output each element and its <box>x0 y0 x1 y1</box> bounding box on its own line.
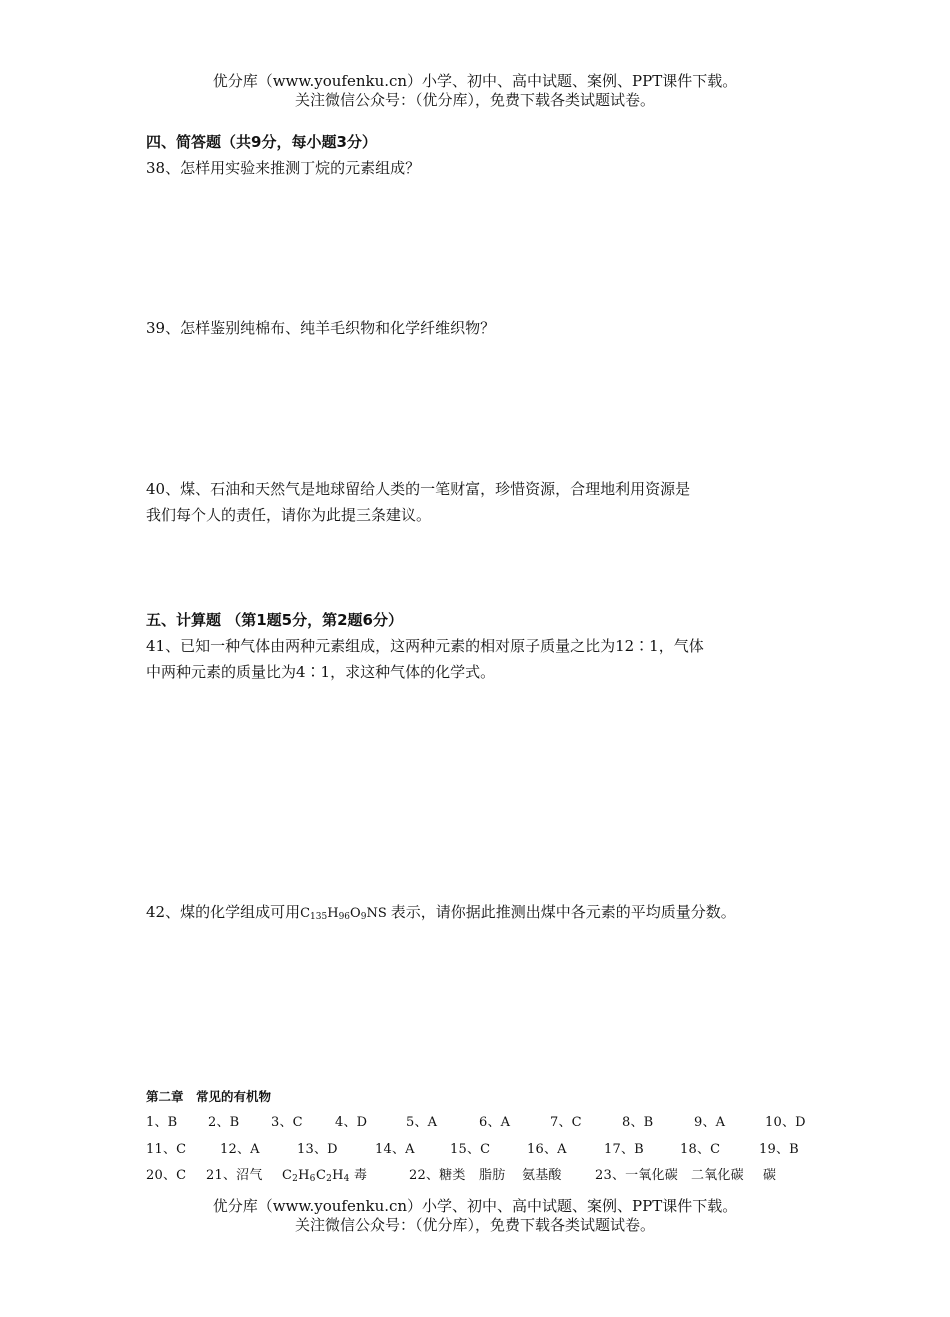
question-40-line-2: 我们每个人的责任，请你为此提三条建议。 <box>146 506 432 524</box>
answer-item: 7、C <box>550 1115 582 1130</box>
answer-item: 4、D <box>335 1115 368 1130</box>
answer-row-2 <box>146 1141 799 1159</box>
answer-item: 10、D <box>765 1115 806 1130</box>
answer-item: 毒 <box>354 1168 368 1183</box>
question-40-line-1: 40、煤、石油和天然气是地球留给人类的一笔财富，珍惜资源，合理地利用资源是 <box>146 480 691 498</box>
answer-item: 脂肪 <box>479 1168 506 1183</box>
answer-item: 氨基酸 <box>522 1168 562 1183</box>
answer-item: 19、B <box>759 1142 799 1157</box>
answer-item: 2、B <box>208 1115 240 1130</box>
answer-item: 18、C <box>680 1142 721 1157</box>
formula-coal: $C_{135}H_{96}O_9NS$ <box>300 906 387 922</box>
footer-line-2: 关注微信公众号：（优分库），免费下载各类试题试卷。 <box>294 1216 655 1234</box>
chapter-title: 第二章 常见的有机物 <box>146 1089 272 1104</box>
answer-row-3 <box>146 1167 776 1185</box>
formula-ethane: $C_2H_6$ <box>282 1168 316 1184</box>
answer-item: 20、C <box>146 1168 187 1183</box>
answer-item: 碳 <box>763 1168 777 1183</box>
question-41-line-1: 41、已知一种气体由两种元素组成，这两种元素的相对原子质量之比为12∶1，气体 <box>146 637 704 655</box>
answer-item: 6、A <box>479 1115 511 1130</box>
question-41-line-2: 中两种元素的质量比为4∶1，求这种气体的化学式。 <box>146 663 496 681</box>
answer-item: 12、A <box>220 1142 260 1157</box>
question-42-suffix: 表示，请你据此推测出煤中各元素的平均质量分数。 <box>390 903 736 921</box>
section-5-title: 五、计算题 （第1题5分，第2题6分） <box>146 611 403 629</box>
footer-line-1: 优分库（www.youfenku.cn）小学、初中、高中试题、案例、PPT课件下载。 <box>212 1197 738 1215</box>
answer-item: 22、糖类 <box>409 1168 466 1183</box>
header-line-1: 优分库（www.youfenku.cn）小学、初中、高中试题、案例、PPT课件下载。 <box>212 72 738 90</box>
question-42-prefix: 42、煤的化学组成可用 <box>146 903 301 921</box>
question-42 <box>146 902 736 924</box>
answer-item: 23、一氧化碳 <box>595 1168 678 1183</box>
answer-row-1 <box>146 1114 806 1132</box>
answer-item: 1、B <box>146 1115 178 1130</box>
answer-item: 13、D <box>297 1142 338 1157</box>
answer-item: 11、C <box>146 1142 187 1157</box>
answer-item: 16、A <box>527 1142 567 1157</box>
header-line-2: 关注微信公众号：（优分库），免费下载各类试题试卷。 <box>294 91 655 109</box>
answer-item: 二氧化碳 <box>691 1168 744 1183</box>
question-38: 38、怎样用实验来推测丁烷的元素组成？ <box>146 159 421 177</box>
answer-item: 3、C <box>271 1115 303 1130</box>
answer-item: 9、A <box>694 1115 726 1130</box>
question-39: 39、怎样鉴别纯棉布、纯羊毛织物和化学纤维织物？ <box>146 319 496 337</box>
answer-item: 5、A <box>406 1115 438 1130</box>
section-4-title: 四、简答题（共9分，每小题3分） <box>146 133 377 151</box>
answer-item: 15、C <box>450 1142 491 1157</box>
answer-item: 17、B <box>604 1142 644 1157</box>
formula-ethylene: $C_2H_4$ <box>316 1168 350 1184</box>
answer-item: 21、沼气 <box>206 1168 263 1183</box>
answer-item: 14、A <box>375 1142 415 1157</box>
answer-item: 8、B <box>622 1115 654 1130</box>
